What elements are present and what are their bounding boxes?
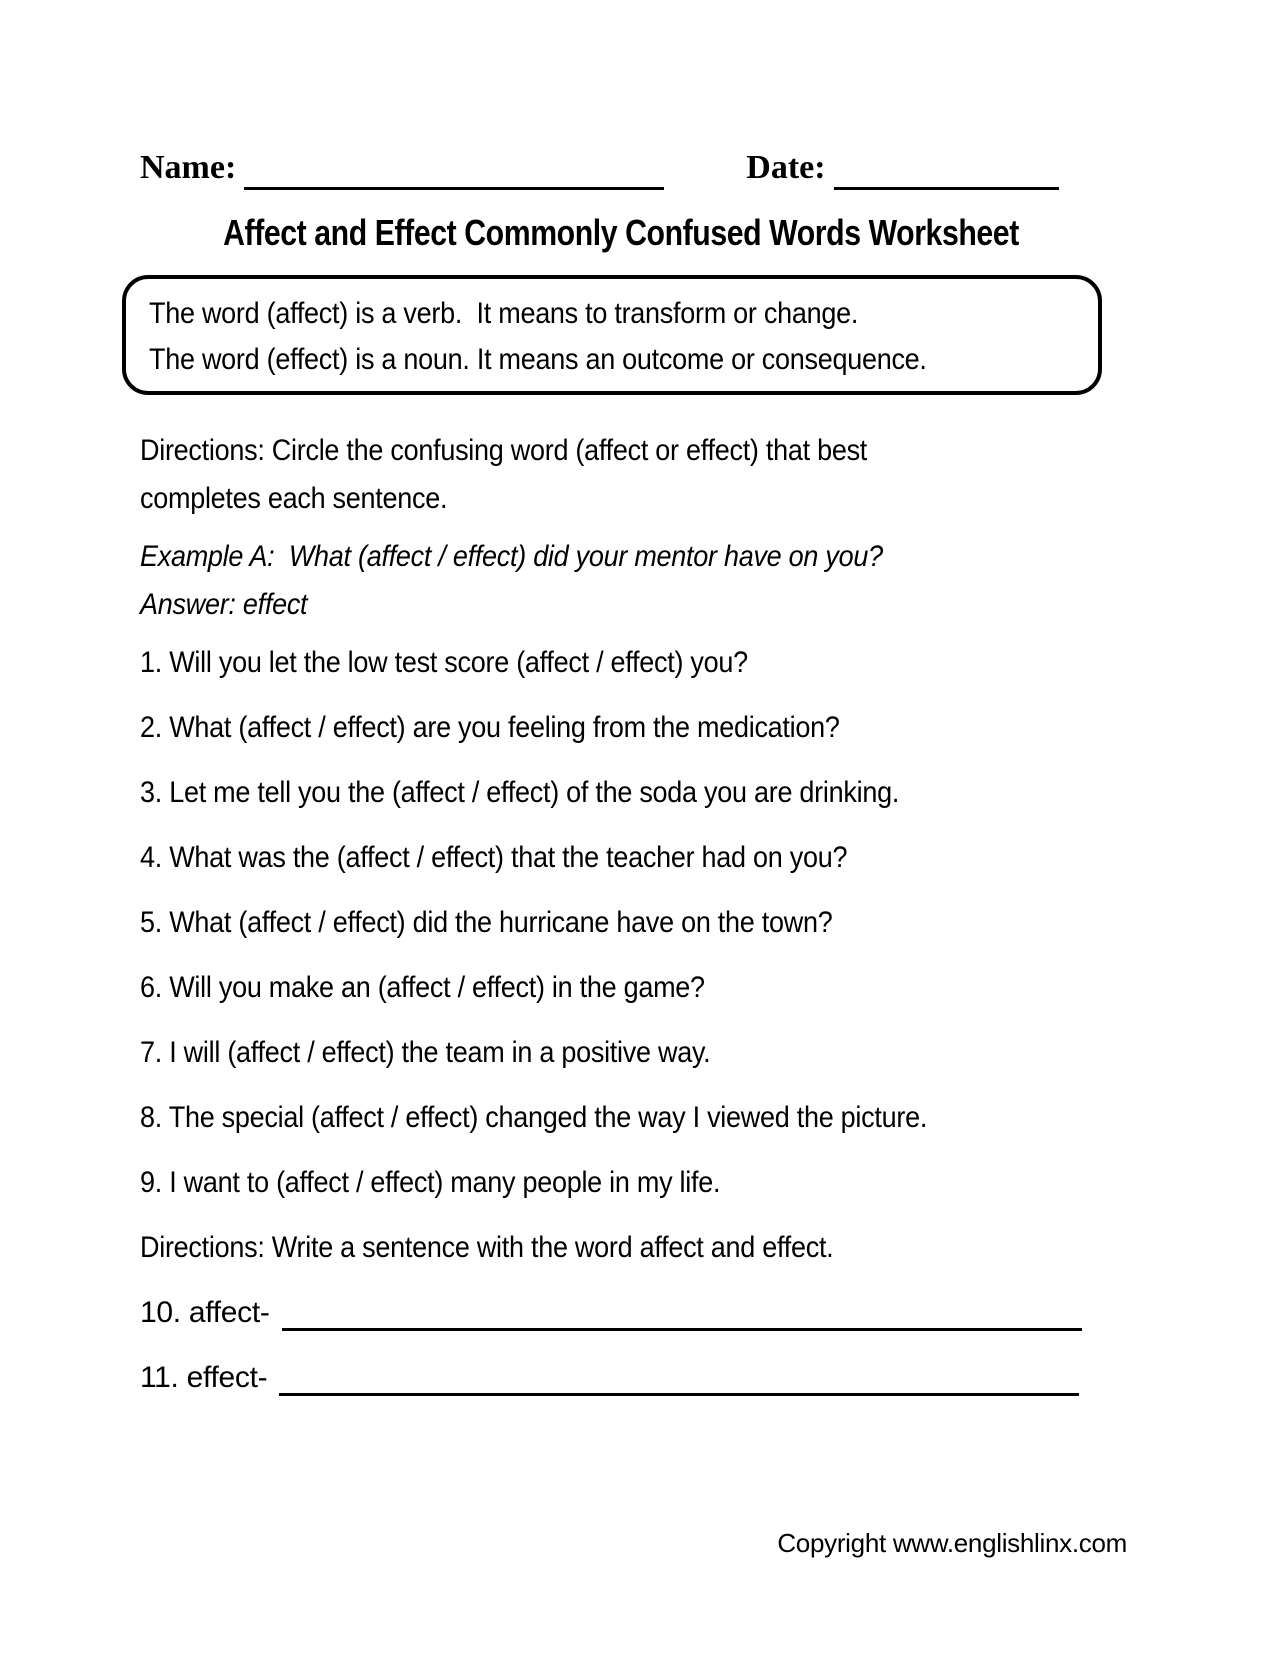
write-item-label-affect: 10. affect- bbox=[140, 1296, 270, 1329]
directions-circle-line1: Directions: Circle the confusing word (affect or effect) that best bbox=[140, 434, 868, 467]
copyright-text: Copyright www.englishlinx.com bbox=[777, 1528, 1127, 1558]
name-blank-line[interactable] bbox=[244, 148, 664, 190]
definition-effect: The word (effect) is a noun. It means an outcome or consequence. bbox=[149, 343, 927, 376]
question-item: 1. Will you let the low test score (affect / effect) you? bbox=[140, 646, 748, 679]
date-blank-line[interactable] bbox=[834, 148, 1059, 190]
definition-affect: The word (affect) is a verb. It means to transform or change. bbox=[149, 297, 859, 330]
affect-answer-line[interactable] bbox=[282, 1295, 1082, 1331]
question-item: 8. The special (affect / effect) changed the way I viewed the picture. bbox=[140, 1101, 928, 1134]
write-row-affect bbox=[140, 1295, 1102, 1331]
definition-box bbox=[122, 275, 1102, 395]
example-answer: Answer: effect bbox=[140, 588, 308, 621]
example-block bbox=[140, 533, 1102, 629]
effect-answer-line[interactable] bbox=[279, 1360, 1079, 1396]
worksheet-content bbox=[140, 148, 1102, 1396]
date-label: Date: bbox=[746, 149, 826, 186]
directions-circle bbox=[140, 427, 1102, 523]
worksheet-title: Affect and Effect Commonly Confused Words Worksheet bbox=[223, 212, 1019, 253]
example-sentence: Example A: What (affect / effect) did your mentor have on you? bbox=[140, 540, 883, 573]
question-item: 6. Will you make an (affect / effect) in the game? bbox=[140, 971, 705, 1004]
question-item: 5. What (affect / effect) did the hurricane have on the town? bbox=[140, 906, 833, 939]
question-item: 4. What was the (affect / effect) that the teacher had on you? bbox=[140, 841, 848, 874]
header-row bbox=[140, 148, 1102, 190]
question-item: 3. Let me tell you the (affect / effect) of the soda you are drinking. bbox=[140, 776, 900, 809]
directions-circle-line2: completes each sentence. bbox=[140, 482, 448, 515]
question-item: 2. What (affect / effect) are you feeling from the medication? bbox=[140, 711, 840, 744]
question-item: 9. I want to (affect / effect) many people in my life. bbox=[140, 1166, 721, 1199]
write-row-effect bbox=[140, 1360, 1102, 1396]
questions-list bbox=[140, 645, 1102, 1201]
question-item: 7. I will (affect / effect) the team in a positive way. bbox=[140, 1036, 711, 1069]
write-item-label-effect: 11. effect- bbox=[140, 1361, 268, 1394]
name-label: Name: bbox=[140, 149, 237, 186]
directions-write: Directions: Write a sentence with the word affect and effect. bbox=[140, 1231, 834, 1264]
